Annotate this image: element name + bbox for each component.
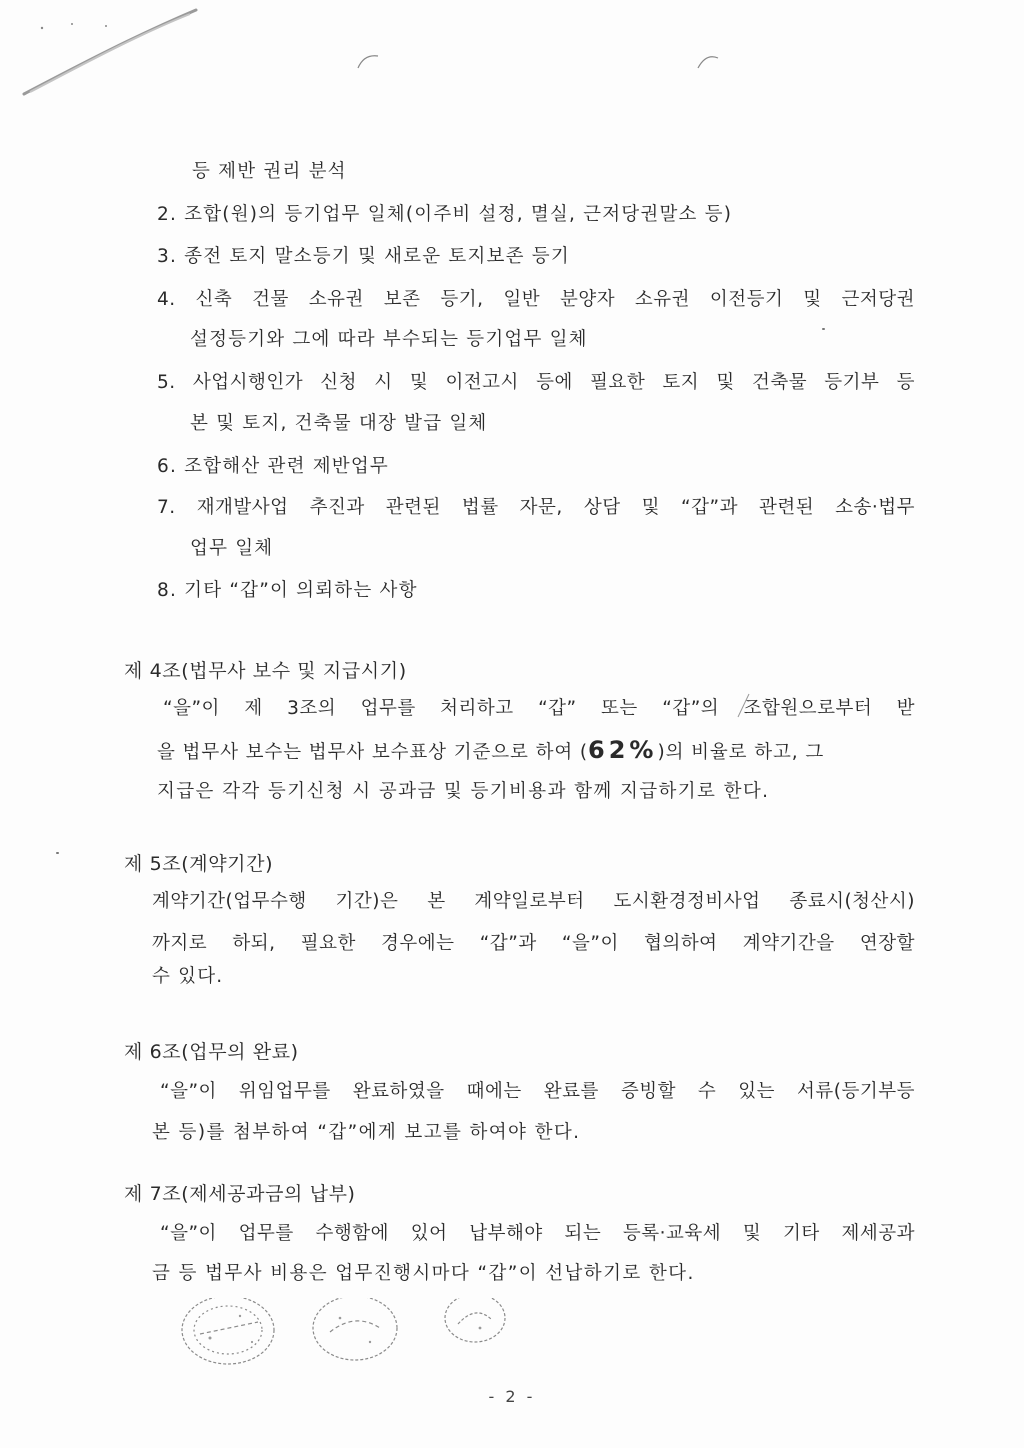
article-4-line: “을”이 제 3조의 업무를 처리하고 “갑” 또는 “갑”의 조합원으로부터 받 xyxy=(163,698,915,719)
scan-speck xyxy=(56,852,59,854)
article-5-line: 수 있다. xyxy=(152,966,224,987)
list-item: 2. 조합(원)의 등기업무 일체(이주비 설정, 멸실, 근저당권말소 등) xyxy=(157,204,733,225)
list-item: 7. 재개발사업 추진과 관련된 법률 자문, 상담 및 “갑”과 관련된 소송·법무 xyxy=(157,497,915,518)
article-5-heading: 제 5조(계약기간) xyxy=(124,853,274,875)
list-item-continuation: 본 및 토지, 건축물 대장 발급 일체 xyxy=(190,413,488,434)
scan-pen-mark xyxy=(20,8,200,103)
list-item: 6. 조합해산 관련 제반업무 xyxy=(157,456,390,477)
list-item: 3. 종전 토지 말소등기 및 새로운 토지보존 등기 xyxy=(157,246,570,267)
list-item-continuation: 설정등기와 그에 따라 부수되는 등기업무 일체 xyxy=(190,329,588,350)
article-7-heading: 제 7조(제세공과금의 납부) xyxy=(124,1183,356,1205)
article-4-text: 을 법무사 보수는 법무사 보수표상 기준으로 하여 ( xyxy=(157,742,589,763)
article-6-heading: 제 6조(업무의 완료) xyxy=(124,1041,299,1063)
punch-hole-mark xyxy=(696,52,720,70)
article-5-line: 까지로 하되, 필요한 경우에는 “갑”과 “을”이 협의하여 계약기간을 연장할 xyxy=(152,933,915,954)
seal-impressions xyxy=(180,1298,520,1378)
article-7-line: “을”이 업무를 수행함에 있어 납부해야 되는 등록·교육세 및 기타 제세공과 xyxy=(160,1223,915,1244)
article-5-line: 계약기간(업무수행 기간)은 본 계약일로부터 도시환경정비사업 종료시(청산시) xyxy=(152,891,915,912)
punch-hole-mark xyxy=(356,52,380,70)
article-4-heading: 제 4조(법무사 보수 및 지급시기) xyxy=(124,660,407,682)
page-number: - 2 - xyxy=(488,1387,536,1406)
article-7-line: 금 등 법무사 비용은 업무진행시마다 “갑”이 선납하기로 한다. xyxy=(152,1263,695,1284)
list-item: 4. 신축 건물 소유권 보존 등기, 일반 분양자 소유권 이전등기 및 근저당권 xyxy=(157,289,915,310)
list-item-continuation: 업무 일체 xyxy=(190,538,274,559)
list-item: 5. 사업시행인가 신청 시 및 이전고시 등에 필요한 토지 및 건축물 등기부 등 xyxy=(157,372,915,393)
article-6-line: 본 등)를 첨부하여 “갑”에게 보고를 하여야 한다. xyxy=(152,1122,581,1143)
article-4-line xyxy=(157,738,824,765)
article-6-line: “을”이 위임업무를 완료하였을 때에는 완료를 증빙할 수 있는 서류(등기부등 xyxy=(160,1081,915,1102)
fee-percentage: 62% xyxy=(588,736,658,764)
article-4-text: )의 비율로 하고, 그 xyxy=(657,742,825,763)
scan-speck xyxy=(822,328,825,330)
article-4-line: 지급은 각각 등기신청 시 공과금 및 등기비용과 함께 지급하기로 한다. xyxy=(157,781,770,802)
list-item-continuation: 등 제반 권리 분석 xyxy=(192,161,347,182)
list-item: 8. 기타 “갑”이 의뢰하는 사항 xyxy=(157,580,418,601)
